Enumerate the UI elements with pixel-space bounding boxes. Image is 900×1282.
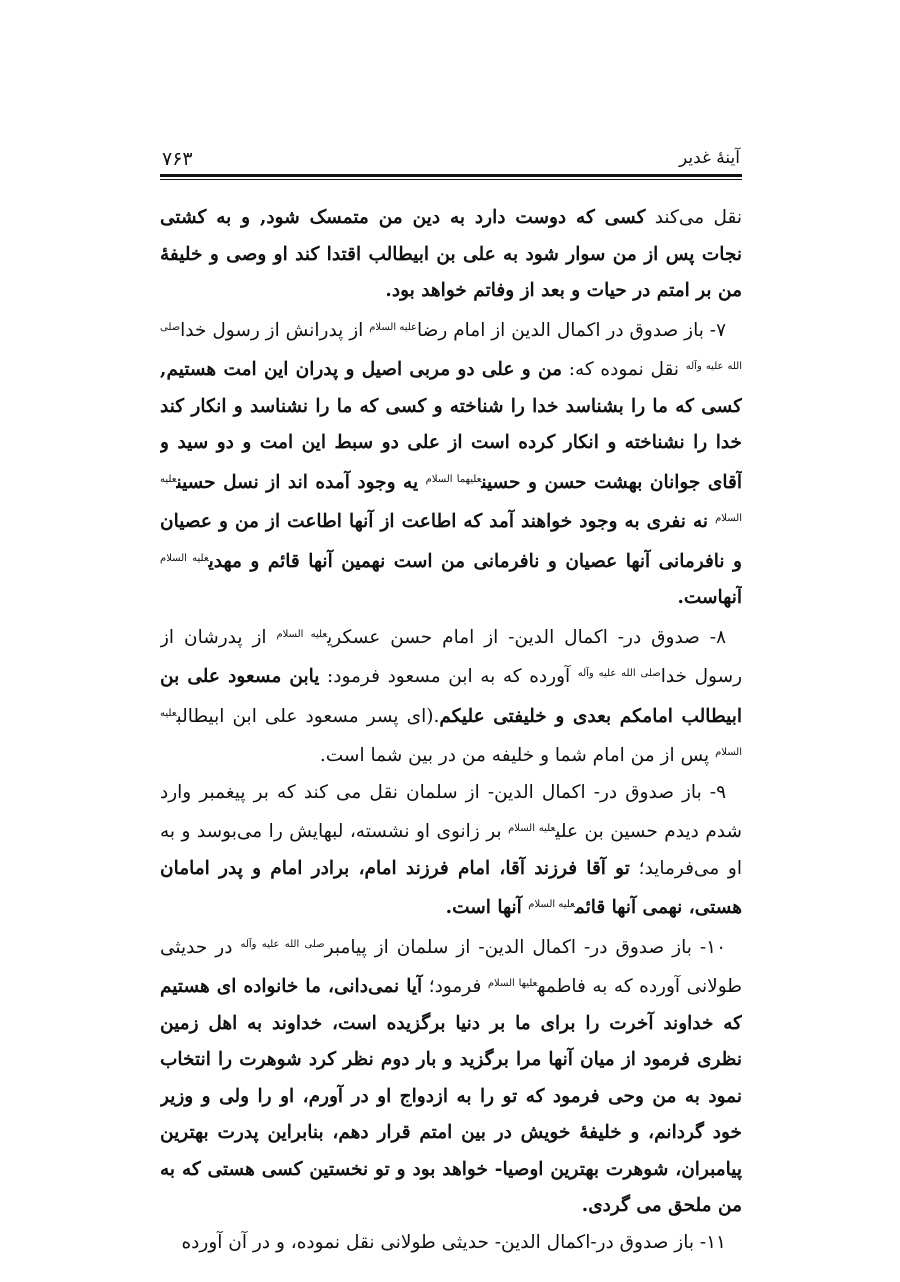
page-header <box>162 146 740 174</box>
paragraph-continuation <box>160 200 742 310</box>
honorific-ligature: صلى الله عليه وآله <box>577 668 661 679</box>
text-run: از پدرانش از رسول خدا <box>180 319 370 341</box>
honorific-ligature: عليه السلام <box>160 552 209 564</box>
bold-quote: آیا نمی‌دانی، ما خانواده ای هستیم که خداوند آخرت را برای ما بر دنیا برگزیده است، خداوند به اهل زمین نظری فرمود از میان آنها مرا برگزید و بار دوم نظر کرد شوهرت را انتخاب نمود به من وحی فرمود که تو را به ازدواج او در آورم، او را ولی و وزیر خود گردانم، و خلیفهٔ خویش در بین امتم قرار دهم، بنابراین پدرت بهترین پیامبران، شوهرت بهترین اوصیا- خواهد بود و تو نخستین کسی هستی که به من ملحق می گردی. <box>160 976 742 1216</box>
text-run: آورده که به ابن مسعود فرمود: <box>319 666 578 687</box>
page-number: ۷۶۳ <box>162 148 193 170</box>
honorific-ligature: عليه السلام <box>160 473 742 524</box>
honorific-ligature: عليه السلام <box>160 707 742 758</box>
bold-quote: یابن مسعود علی بن ابیطالب امامکم بعدی و خلیفتی علیکم <box>160 666 742 727</box>
honorific-ligature: عليهما السلام <box>425 473 482 485</box>
text-run: ۱۱- باز صدوق در-اکمال الدین- حدیثی طولانی نقل نموده، و در آن آورده <box>181 1231 726 1253</box>
bold-quote: من و علی دو مربی اصیل و پدران این امت هستیم, کسی که ما را بشناسد خدا را شناخته و کسی که ما را نشناسد و انکار کند خدا را نشناخته و انکار کرده است از علی دو سبط این امت و دو سید و آقای جوانان بهشت حسن و حسین <box>160 359 742 493</box>
text-run: ۸- صدوق در- اکمال الدین- از امام حسن عسکری <box>327 626 726 648</box>
header-rule-thick <box>160 174 742 177</box>
text-run: بر زانوی او نشسته، لبهایش را می‌بوسد و به او می‌فرماید؛ <box>160 821 742 879</box>
text-run: پس از من امام شما و خلیفه من در بین شما است. <box>319 745 716 766</box>
honorific-ligature: عليه السلام <box>508 823 556 834</box>
text-run: .(ای پسر مسعود علی ابن ابیطالب <box>176 705 440 727</box>
text-run: ۱۰- باز صدوق در- اکمال الدین- از سلمان از پیامبر <box>324 936 727 958</box>
text-run: ۹- باز صدوق در- اکمال الدین- از سلمان نقل می کند که بر پیغمبر وارد شدم دیدم حسین بن علی <box>160 781 742 842</box>
honorific-ligature: عليه السلام <box>276 628 328 640</box>
honorific-ligature: صلى الله عليه وآله <box>160 321 742 372</box>
paragraph-7 <box>160 310 742 617</box>
text-run: نقل می‌کند <box>645 207 742 228</box>
honorific-ligature: صلى الله عليه وآله <box>240 938 325 950</box>
paragraph-10 <box>160 927 742 1225</box>
bold-quote: نه نفری به وجود خواهند آمد که اطاعت از آنها اطاعت از من و عصیان و نافرمانی آنها عصیان و نافرمانی من است نهمین آنها قائم و مهدی <box>160 511 742 572</box>
paragraph-8 <box>160 617 742 775</box>
honorific-ligature: عليه السلام <box>369 321 417 333</box>
text-run: فرمود؛ <box>422 976 488 997</box>
text-run: از پدرشان از رسول خدا <box>160 626 742 687</box>
text-run: نقل نموده که: <box>562 359 686 380</box>
bold-quote: یه وجود آمده اند از نسل حسین <box>176 471 426 493</box>
paragraph-9 <box>160 775 742 927</box>
paragraph-11 <box>160 1225 742 1262</box>
bold-quote: کسی که دوست دارد به دین من متمسک شود, و به کشتی نجات پس از من سوار شود به علی بن ابیطالب اقتدا کند او وصی و خلیفهٔ من بر امتم در حیات و بعد از وفاتم خواهد بود. <box>160 207 742 301</box>
bold-quote: تو آقا فرزند آقا، امام فرزند امام، برادر امام و پدر امامان هستی، نهمی آنها قائم <box>160 857 742 918</box>
text-run: ۷- باز صدوق در اکمال الدین از امام رضا <box>417 319 726 341</box>
header-rule-thin <box>160 179 742 180</box>
honorific-ligature: عليها السلام <box>487 978 538 989</box>
running-title: آینهٔ غدیر <box>678 148 740 168</box>
text-run: در حدیثی طولانی آورده که به فاطمه <box>160 936 742 997</box>
bold-quote: آنها است. <box>445 897 529 918</box>
honorific-ligature: عليه السلام <box>528 899 575 910</box>
bold-quote: آنهاست. <box>677 587 742 608</box>
body-text <box>160 200 742 1270</box>
